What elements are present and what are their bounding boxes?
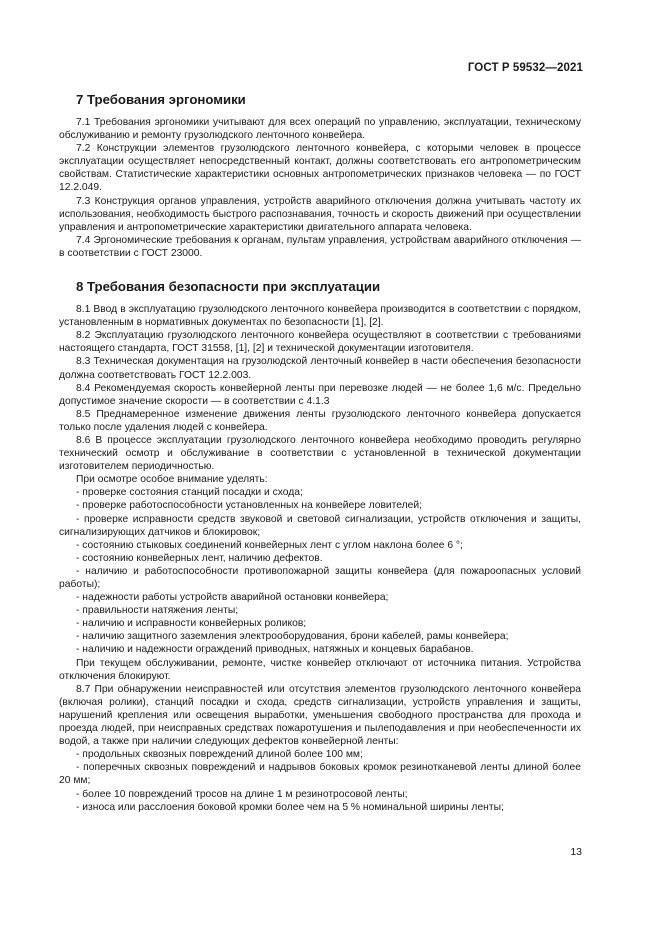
list-item: - состоянию стыковых соединений конвейерных лент с углом наклона более 6 °;	[76, 539, 463, 551]
list-item: - состоянию конвейерных лент, наличию дефектов.	[76, 552, 323, 564]
list-item: - проверке работоспособности установленных на конвейере ловителей;	[76, 500, 423, 512]
list-item: - поперечных сквозных повреждений и надрывов боковых кромок резинотканевой ленты длиной более 20 мм;	[59, 762, 581, 787]
list-item: - наличию и работоспособности противопожарной защиты конвейера (для пожароопасных условий работы);	[59, 565, 581, 590]
list-item: - проверке состояния станций посадки и схода;	[76, 487, 303, 499]
section-7-title: 7 Требования эргономики	[76, 92, 246, 107]
section-8-title: 8 Требования безопасности при эксплуатации	[76, 279, 381, 295]
list-item: - наличию и исправности конвейерных роликов;	[76, 618, 307, 630]
standard-header: ГОСТ Р 59532—2021	[467, 62, 583, 74]
list-item: - продольных сквозных повреждений длиной более 100 мм;	[76, 749, 363, 761]
list-item: - проверке исправности средств звуковой и световой сигнализации, устройств отключения и защиты, сигнализирующих датчиков и блокировок;	[59, 513, 581, 538]
page-number: 13	[570, 846, 582, 858]
page-content	[59, 91, 581, 814]
paragraph-7-2: 7.2 Конструкции элементов грузолюдского ленточного конвейера, с которыми человек в процессе эксплуатации осуществляет непосредственный контакт, должны соответствовать его антропометрическим свойствам. Статистические характеристики основных антропометрических признаков человека — по ГОСТ 12.2.049.	[59, 143, 581, 194]
list-item: - правильности натяжения ленты;	[76, 605, 239, 617]
list-item: - более 10 повреждений тросов на длине 1 м резинотросовой ленты;	[76, 788, 408, 800]
list-item: - наличию и надежности ограждений приводных, натяжных и концевых барабанов.	[76, 644, 474, 656]
inspection-intro: При осмотре особое внимание уделять:	[76, 474, 268, 486]
list-item: - надежности работы устройств аварийной остановки конвейера;	[76, 592, 389, 604]
paragraph-7-3: 7.3 Конструкция органов управления, устройств аварийного отключения должна учитывать частоту их использования, необходимость быстрого распознавания, точность и скорость движений при осуществлении управления и антропометрические характеристики двигательного аппарата человека.	[59, 195, 581, 233]
list-item: - наличию защитного заземления электрооборудования, брони кабелей, рамы конвейера;	[76, 631, 509, 643]
paragraph-7-4: 7.4 Эргономические требования к органам, пультам управления, устройствам аварийного отключения — в соответствии с ГОСТ 23000.	[59, 234, 581, 259]
list-item: - износа или расслоения боковой кромки более чем на 5 % номинальной ширины ленты;	[76, 801, 504, 813]
paragraph-8-5: 8.5 Преднамеренное изменение движения ленты грузолюдского ленточного конвейера допускается только после удаления людей с конвейера.	[59, 408, 581, 433]
paragraph-8-2: 8.2 Эксплуатацию грузолюдского ленточного конвейера осуществляют в соответствии с требованиями настоящего стандарта, ГОСТ 31558, [1], [2] и технической документации изготовителя.	[59, 330, 581, 355]
paragraph-8-6: 8.6 В процессе эксплуатации грузолюдского ленточного конвейера необходимо проводить регулярно технический осмотр и обслуживание в соответствии с установленной в технической документации изготовителем периодичностью.	[59, 434, 581, 473]
paragraph-8-3: 8.3 Техническая документация на грузолюдской ленточный конвейер в части обеспечения безопасности должна соответствовать ГОСТ 12.2.003.	[59, 356, 581, 381]
paragraph-7-1: 7.1 Требования эргономики учитывают для всех операций по управлению, эксплуатации, техническому обслуживанию и ремонту грузолюдского ленточного конвейера.	[59, 117, 581, 142]
paragraph-8-7: 8.7 При обнаружении неисправностей или отсутствия элементов грузолюдского ленточного конвейера (включая ролики), станций посадки и схода, средств сигнализации, устройств управления и защиты, нарушений крепления или освещения выработки, уменьшения свободного пространства для прохода и проезда людей, при неисправных средствах пожаротушения и пылеподавления и при необеспеченности их водой, а также при наличии следующих дефектов конвейерной ленты:	[59, 683, 581, 748]
maintenance-paragraph: При текущем обслуживании, ремонте, чистке конвейер отключают от источника питания. Устройства отключения блокируют.	[59, 657, 581, 682]
paragraph-8-4: 8.4 Рекомендуемая скорость конвейерной ленты при перевозке людей — не более 1,6 м/с. Предельно допустимое значение скорости — в соответствии с 4.1.3	[59, 382, 581, 407]
paragraph-8-1: 8.1 Ввод в эксплуатацию грузолюдского ленточного конвейера производится в соответствии с порядком, установленным в нормативных документах по безопасности [1], [2].	[59, 304, 581, 329]
